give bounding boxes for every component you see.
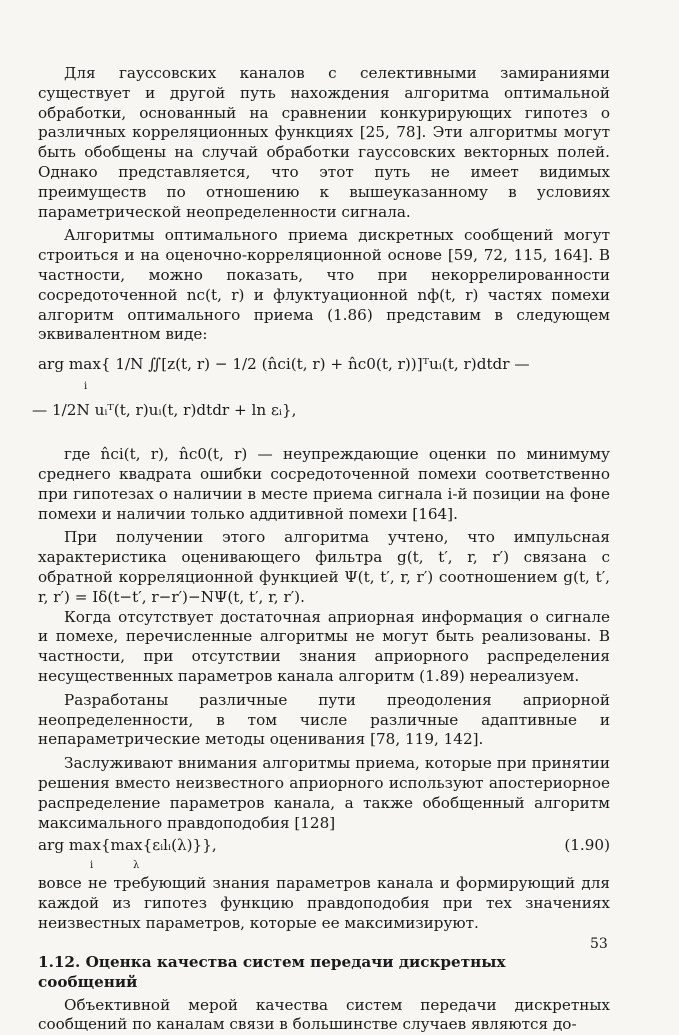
paragraph-3: где n̂ci(t, r), n̂c0(t, r) — неупреждающие оценки по минимуму среднего квадрата ошибки сосредоточенной помехи соответственно при гипотезах о наличии в месте приема сигнала i-й позиции на фоне помехи и наличии только аддитивной помехи [164].	[38, 445, 610, 523]
equation-line-1	[38, 353, 610, 399]
equation-1-line-1-text: arg max{ 1/N ∬[z(t, r) − 1/2 (n̂ci(t, r) + n̂c0(t, r))]ᵀuᵢ(t, r)dtdr —	[38, 355, 530, 374]
paragraph-8: вовсе не требующий знания параметров канала и формирующий для каждой из гипотез функцию правдоподобия при тех значениях неизвестных параметров, которые ее максимизируют.	[38, 874, 610, 932]
text-column	[32, 64, 610, 1035]
paragraph-7: Заслуживают внимания алгоритмы приема, которые при принятии решения вместо неизвестного априорного используют апостериорное распределение параметров канала, а также обобщенный алгоритм максимального правдоподобия [128]	[38, 754, 610, 832]
equation-1-subscript: i	[84, 381, 88, 393]
equation-1-90	[38, 834, 610, 874]
paragraph-1: Для гауссовских каналов с селективными замираниями существует и другой путь нахождения алгоритма оптимальной обработки, основанный на сравнении конкурирующих гипотез о различных корреляционных функциях [25, 78]. Эти алгоритмы могут быть обобщены на случай обработки гауссовских векторных полей. Однако представляется, что этот путь не имеет видимых преимуществ по отношению к вышеуказанному в условиях параметрической неопределенности сигнала.	[38, 64, 610, 221]
page-number: 53	[590, 936, 608, 952]
equation-line-2	[32, 399, 610, 445]
equation-number: (1.90)	[564, 836, 610, 855]
equation-2-subscript-i: i	[90, 860, 94, 872]
section-heading: 1.12. Оценка качества систем передачи дискретных сообщений	[38, 952, 506, 991]
paragraph-2: Алгоритмы оптимального приема дискретных сообщений могут строиться и на оценочно-корреляционной основе [59, 72, 115, 164]. В частности, можно показать, что при некоррелированности сосредоточенной nс(t, r) и флуктуационной nф(t, r) частях помехи алгоритм оптимального приема (1.86) представим в следующем эквивалентном виде:	[38, 226, 610, 344]
paragraph-4: При получении этого алгоритма учтено, что импульсная характеристика оценивающего фильтра g(t, t′, r, r′) связана с обратной корреляционной функцией Ψ(t, t′, r, r′) соотношением g(t, t′, r, r′) = Iδ(t−t′, r−r′)−NΨ(t, t′, r, r′).	[38, 528, 610, 606]
paragraph-9: Объективной мерой качества систем передачи дискретных сообщений по каналам связи в большинстве случаев являются до-	[38, 995, 610, 1034]
paragraph-6: Разработаны различные пути преодоления априорной неопределенности, в том числе различные адаптивные и непараметрические методы оценивания [78, 119, 142].	[38, 690, 610, 749]
equation-1-line-2-text: — 1/2N uᵢᵀ(t, r)uᵢ(t, r)dtdr + ln εᵢ},	[32, 401, 297, 420]
equation-2-subscript-lambda: λ	[133, 860, 140, 872]
paragraph-5: Когда отсутствует достаточная априорная информация о сигнале и помехе, перечисленные алгоритмы не могут быть реализованы. В частности, при отсутствии знания априорного распределения несущественных параметров канала алгоритм (1.89) нереализуем.	[38, 607, 610, 685]
equation-2-text: arg max{max{εᵢlᵢ(λ)}},	[38, 836, 217, 855]
